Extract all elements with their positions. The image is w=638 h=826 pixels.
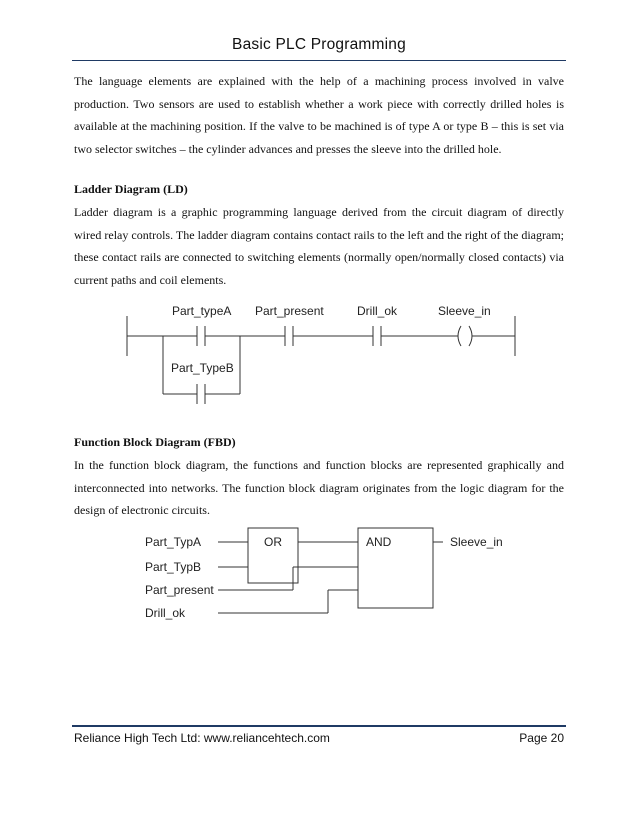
ladder-diagram-heading: Ladder Diagram (LD) — [74, 182, 188, 196]
fbd-label-part-present: Part_present — [145, 583, 214, 597]
ladder-diagram — [0, 298, 638, 384]
fbd-label-part-typ-b: Part_TypB — [145, 560, 202, 574]
function-block-diagram-paragraph: In the function block diagram, the functions and function blocks are represented graphically and interconnected into networks. The function block diagram originates from the logic diagram for the design of electronic circuits. — [74, 458, 564, 517]
footer-company: Reliance High Tech Ltd: www.reliancehtech.com — [74, 731, 330, 745]
footer-page-number: Page 20 — [519, 731, 564, 745]
ld-label-drill-ok: Drill_ok — [357, 304, 398, 318]
ld-label-part-type-a: Part_typeA — [172, 304, 232, 318]
ld-label-part-present: Part_present — [255, 304, 324, 318]
header-divider — [72, 60, 566, 61]
intro-paragraph: The language elements are explained with the help of a machining process involved in valve production. Two sensors are used to establish whether a work piece with correctly drilled holes is available at the machining position. If the valve to be machined is of type A or type B – this is set via two selector switches – the cylinder advances and presses the sleeve into the drilled hole. — [74, 74, 564, 156]
fbd-label-drill-ok: Drill_ok — [145, 606, 186, 620]
fbd-label-and-block: AND — [366, 535, 392, 549]
ladder-diagram-paragraph: Ladder diagram is a graphic programming language derived from the circuit diagram of directly wired relay controls. The ladder diagram contains contact rails to the left and the right of the diagram; these contact rails are connected to switching elements (normally open/normally closed contacts) via current paths and coil elements. — [74, 205, 564, 287]
page-header-title: Basic PLC Programming — [232, 36, 406, 53]
fbd-label-part-typ-a: Part_TypA — [145, 535, 202, 549]
fbd-label-or-block: OR — [264, 535, 282, 549]
ld-label-part-type-b: Part_TypeB — [171, 361, 234, 375]
fbd-label-sleeve-in: Sleeve_in — [450, 535, 503, 549]
function-block-diagram — [0, 525, 638, 625]
ld-coil-left — [458, 326, 461, 346]
ld-coil-right — [469, 326, 472, 346]
ld-label-sleeve-in: Sleeve_in — [438, 304, 491, 318]
function-block-diagram-heading: Function Block Diagram (FBD) — [74, 435, 236, 449]
footer-divider — [72, 725, 566, 727]
